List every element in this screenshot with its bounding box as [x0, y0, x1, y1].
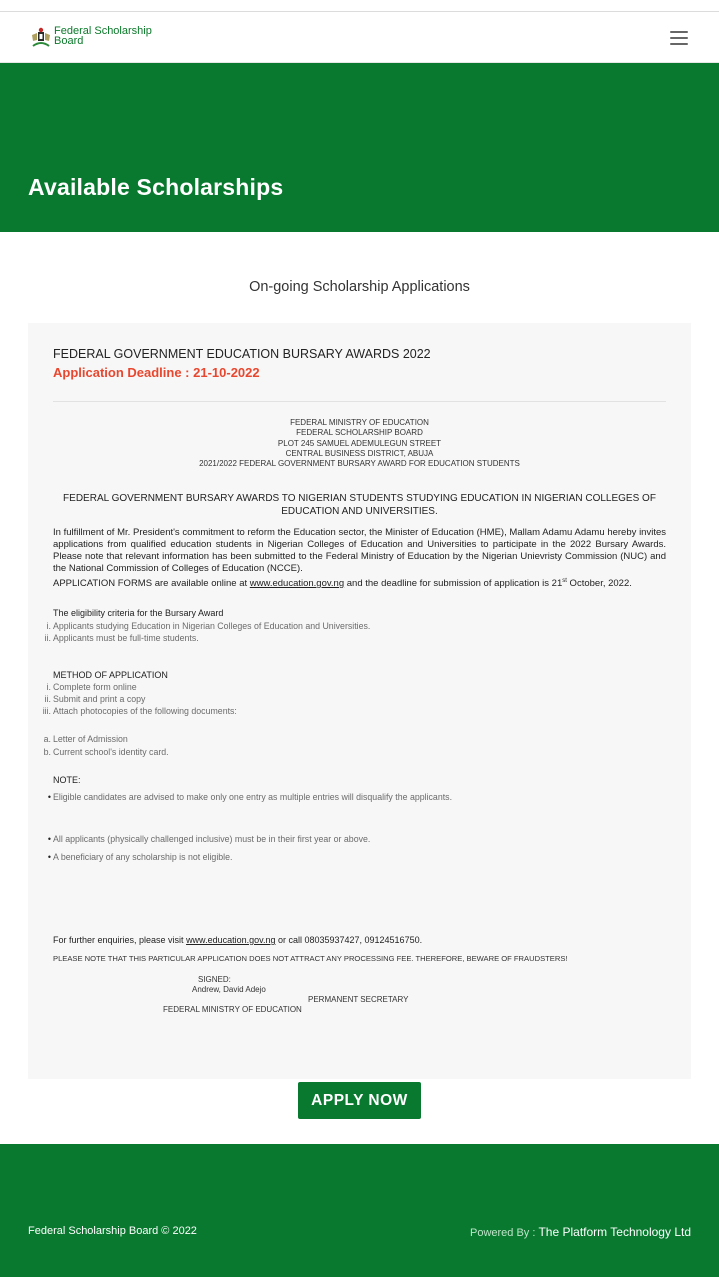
- list-item: ii. Submit and print a copy: [44, 694, 146, 704]
- criteria-heading: The eligibility criteria for the Bursary Award: [53, 608, 224, 618]
- fraud-warning: PLEASE NOTE THAT THIS PARTICULAR APPLICATION DOES NOT ATTRACT ANY PROCESSING FEE. THEREFORE, BEWARE OF FRAUDSTERS!: [53, 954, 568, 963]
- scholarship-card: [28, 323, 691, 1079]
- application-deadline: Application Deadline : 21-10-2022: [53, 365, 260, 380]
- logo-text-line1: Federal Scholarship: [54, 25, 152, 37]
- scholarship-title: FEDERAL GOVERNMENT EDUCATION BURSARY AWARDS 2022: [53, 347, 431, 361]
- note-heading: NOTE:: [53, 775, 81, 785]
- apply-now-button[interactable]: APPLY NOW: [298, 1082, 421, 1119]
- signatory-position: PERMANENT SECRETARY: [308, 995, 409, 1004]
- powered-by: Powered By : The Platform Technology Ltd: [469, 1225, 691, 1239]
- letterhead-line: FEDERAL MINISTRY OF EDUCATION: [290, 418, 429, 427]
- signatory-name: Andrew, David Adejo: [192, 985, 266, 994]
- list-item: iii. Attach photocopies of the following documents:: [42, 706, 237, 716]
- top-strip: [0, 0, 719, 12]
- divider: [53, 401, 666, 402]
- navbar: [0, 12, 719, 63]
- letterhead-line: 2021/2022 FEDERAL GOVERNMENT BURSARY AWARD FOR EDUCATION STUDENTS: [199, 459, 520, 469]
- list-item: i. Complete form online: [46, 682, 137, 692]
- enquiry-line: For further enquiries, please visit www.education.gov.ng or call 08035937427, 09124516750.: [53, 935, 423, 945]
- intro-paragraph: In fulfillment of Mr. President's commitment to reform the Education sector, the Minister of Education (HME), Mallam Adamu Adamu hereby invites applications from qualified education students in Nigerian Colleges of Education and Universities to participate in the 2022 Bursary Awards. Please note that relevant information has been submitted to the Federal Ministry of Education by the Nigerian Unievristy Commission (NUC) and the National Commission of Colleges of Education (NCCE).: [53, 527, 666, 574]
- list-item: i. Applicants studying Education in Nigerian Colleges of Education and Universities.: [46, 621, 371, 631]
- list-item: a. Letter of Admission: [43, 734, 128, 744]
- hamburger-menu-icon[interactable]: [670, 31, 688, 45]
- education-website-link[interactable]: www.education.gov.ng: [249, 578, 345, 590]
- hero-banner: [0, 63, 719, 232]
- method-heading: METHOD OF APPLICATION: [53, 670, 168, 680]
- coat-of-arms-icon: [30, 26, 52, 48]
- footer: [0, 1144, 719, 1277]
- enquiry-website-link[interactable]: www.education.gov.ng: [186, 935, 276, 945]
- letterhead-line: PLOT 245 SAMUEL ADEMULEGUN STREET: [277, 438, 442, 448]
- note-item: • All applicants (physically challenged inclusive) must be in their first year or above.: [47, 834, 371, 844]
- announcement-heading: FEDERAL GOVERNMENT BURSARY AWARDS TO NIGERIAN STUDENTS STUDYING EDUCATION IN NIGERIAN COLLEGES OF EDUCATION AND UNIVERSITIES.: [63, 493, 656, 517]
- list-item: b. Current school's identity card.: [43, 747, 169, 757]
- note-item: • A beneficiary of any scholarship is not eligible.: [47, 852, 233, 862]
- powered-by-company-link[interactable]: The Platform Technology Ltd: [538, 1225, 691, 1239]
- copyright-text: Federal Scholarship Board © 2022: [28, 1225, 197, 1237]
- letterhead-line: CENTRAL BUSINESS DISTRICT, ABUJA: [285, 448, 434, 458]
- note-item: • Eligible candidates are advised to make only one entry as multiple entries will disqualify the applicants.: [47, 792, 453, 802]
- letterhead-line: FEDERAL SCHOLARSHIP BOARD: [296, 428, 423, 438]
- application-forms-paragraph: APPLICATION FORMS are available online at www.education.gov.ng and the deadline for submission of application is 21st October, 2022.: [53, 578, 632, 590]
- logo-text-line2: Board: [54, 35, 84, 47]
- brand-logo[interactable]: [30, 26, 152, 48]
- letterhead: [53, 418, 666, 469]
- signatory-ministry: FEDERAL MINISTRY OF EDUCATION: [163, 1005, 302, 1014]
- section-title: On-going Scholarship Applications: [249, 279, 470, 295]
- signed-label: SIGNED:: [198, 975, 231, 984]
- list-item: ii. Applicants must be full-time students.: [44, 633, 199, 643]
- page-title: Available Scholarships: [28, 174, 284, 200]
